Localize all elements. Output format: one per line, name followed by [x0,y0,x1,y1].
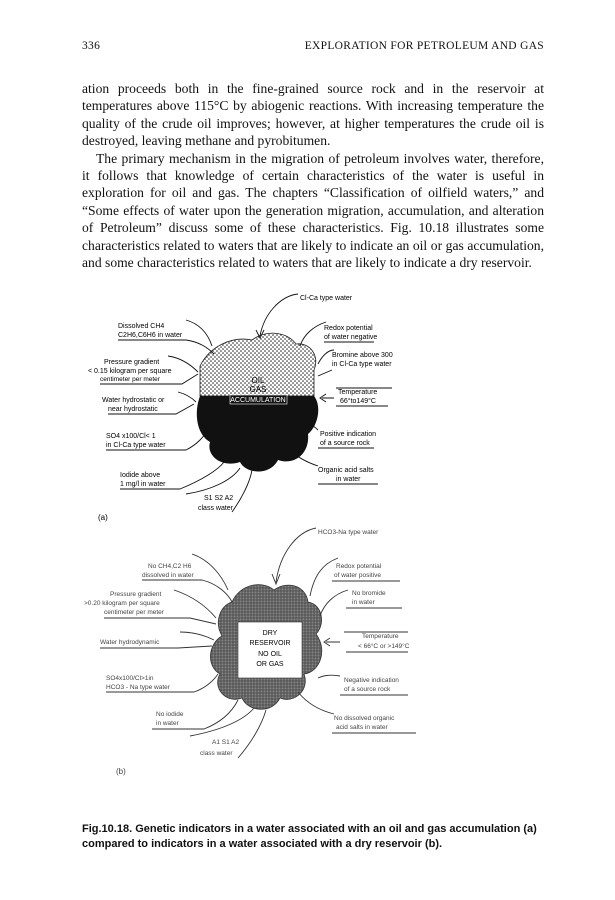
label-a-right-5-l2: in water [336,476,361,483]
body-text [82,80,544,271]
label-b-right-1-l1: Redox potential [336,563,382,570]
center-label-reservoir: RESERVOIR [249,640,291,647]
running-title: EXPLORATION FOR PETROLEUM AND GAS [304,40,544,52]
running-header [82,40,544,58]
label-b-left-4-l2: HCO3 - Na type water [106,684,170,691]
label-a-left-3-l1: Water hydrostatic or [102,397,165,404]
label-a-bottom-l1: S1 S2 A2 [204,495,234,502]
label-b-right-1-l2: of water positive [334,572,381,579]
label-a-bottom-left-l2: 1 mg/l in water [120,481,166,488]
label-a-left-4-l2: in Cl-Ca type water [106,442,166,449]
label-b-bottom-l1: A1 S1 A2 [212,739,240,746]
label-a-right-2-l1: Bromine above 300 [332,352,393,359]
label-b-left-4-l1: SO4x100/Cl>1in [106,675,154,682]
panel-label-b: (b) [116,767,126,776]
label-a-right-3-l1: Temperature [338,389,378,396]
label-a-right-1-l1: Redox potential [324,325,373,332]
label-a-right-4-l2: of a source rock [320,440,370,447]
label-b-left-2-l2: >0.20 kilogram per square [84,600,160,607]
paragraph-1: ation proceeds both in the fine-grained source rock and in the reservoir at temperatures above 115°C by abiogenic reactions. With increasing temperature the quality of the crude oil improves; however, at higher temperatures the crude oil is destroyed, leaving methane and pyrobitumen. [82,81,544,149]
label-a-left-4-l1: SO4 x100/Cl< 1 [106,433,156,440]
label-b-left-2-l3: centimeter per meter [104,609,164,616]
center-label-gas: GAS [249,385,267,394]
label-b-right-4-l2: of a source rock [344,686,391,693]
center-label-or-gas: OR GAS [256,661,284,668]
label-a-left-2-l3: centimeter per meter [100,376,160,383]
label-b-right-4-l1: Negative indication [344,677,399,684]
label-b-bottom-l2: class water [200,750,233,757]
label-b-bottom-left-l2: in water [156,720,179,727]
label-a-bottom-l2: class water [198,505,234,512]
center-label-accumulation: ACCUMULATION [230,397,286,404]
label-b-right-3-l2: < 66°C or >149°C [358,643,410,650]
figure-10-18 [82,284,544,804]
panel-a [88,294,393,522]
label-b-right-2-l1: No bromide [352,590,386,597]
label-a-left-2-l2: < 0.15 kilogram per square [88,368,172,375]
label-a-top: Cl-Ca type water [300,295,353,302]
label-a-left-2-l1: Pressure gradient [104,359,160,366]
label-a-left-3-l2: near hydrostatic [108,406,158,413]
page-number: 336 [82,40,101,52]
label-b-left-1-l1: No CH4,C2 H6 [148,563,192,570]
panel-label-a: (a) [98,513,108,522]
center-label-oil: OIL [251,376,265,385]
label-b-right-5-l1: No dissolved organic [334,715,395,722]
label-b-right-5-l2: acid salts in water [336,724,388,731]
label-a-bottom-left-l1: Iodide above [120,472,161,479]
center-label-dry: DRY [262,630,278,637]
figure-caption: Fig.10.18. Genetic indicators in a water associated with an oil and gas accumulation (a) compared to indicators in a water associated with a dry reservoir (b). [82,823,537,850]
label-b-right-2-l2: in water [352,599,375,606]
label-b-bottom-left-l1: No iodide [156,711,184,718]
label-b-left-2-l1: Pressure gradient [110,591,162,598]
accumulation-blob-oil [197,396,318,472]
label-a-left-1-l2: C2H6,C6H6 in water [118,332,183,339]
label-a-right-1-l2: of water negative [324,334,378,341]
center-label-no-oil: NO OIL [258,651,282,658]
label-a-right-2-l2: in Cl-Ca type water [332,361,392,368]
label-a-right-3-l2: 66°to149°C [340,398,376,405]
paragraph-2: The primary mechanism in the migration of petroleum involves water, therefore, it follows that knowledge of certain characteristics of the water is useful in exploration for oil and gas. The chapters “Classification of oilfield waters,” and “Some effects of water upon the generation migration, accumulation, and alteration of Petroleum” discuss some of these characteristics. Fig. 10.18 illustrates some characteristics related to waters that are likely to indicate an oil or gas accumulation, and some characteristics related to waters that are likely to indicate a dry reservoir. [82,150,544,271]
panel-b [84,528,416,776]
label-b-left-1-l2: dissolved in water [142,572,194,579]
label-a-right-4-l1: Positive indication [320,431,377,438]
label-b-right-3-l1: Temperature [362,633,399,640]
label-b-left-3: Water hydrodynamic [100,639,160,646]
label-a-left-1-l1: Dissolved CH4 [118,323,165,330]
label-a-right-5-l1: Organic acid salts [318,467,374,474]
label-b-top: HCO3-Na type water [318,529,379,536]
